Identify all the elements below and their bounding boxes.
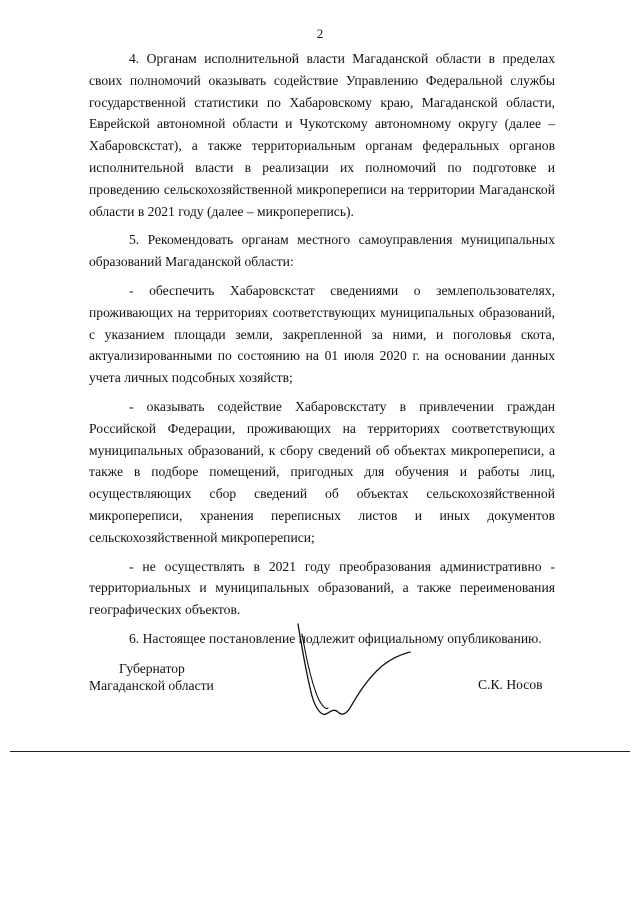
handwritten-signature [296,618,416,722]
page-number: 2 [316,26,324,41]
signatory-name: С.К. Носов [478,677,543,692]
paragraph-4: 4. Органам исполнительной власти Магаданской области в пределах своих полномочий оказывать содействие Управлению Федеральной службы государственной статистики по Хабаровскому краю, Магаданской области, Еврейской автономной области и Чукотскому автономному округу (далее – Хабаровскстат), а также территориальным органам федеральных органов исполнительной власти в реализации их полномочий по подготовке и проведению сельскохозяйственной микропереписи на территории Магаданской области в 2021 году (далее – микроперепись). [89,51,555,219]
paragraph-5: 5. Рекомендовать органам местного самоуправления муниципальных образований Магаданской области: [89,232,555,270]
list-item-land-users: - обеспечить Хабаровскстат сведениями о землепользователях, проживающих на территориях соответствующих муниципальных образований, с указанием площади земли, закрепленной за ними, и поголовья скота, актуализированными по состоянию на 01 июля 2020 г. на основании данных учета личных подсобных хозяйств; [89,282,555,386]
signatory-position [89,660,214,694]
signatory-title: Губернатор [119,661,185,676]
list-item-assistance: - оказывать содействие Хабаровскстату в привлечении граждан Российской Федерации, проживающих на территориях соответствующих муниципальных образований, к сбору сведений об объектах микропереписи, а также в подборе помещений, пригодных для обучения и работы лиц, осуществляющих сбор сведений об объектах сельскохозяйственной микропереписи, хранения переписных листов и иных документов сельскохозяйственной микропереписи; [89,398,555,545]
paragraph-6: 6. Настоящее постановление подлежит официальному опубликованию. [129,630,542,646]
document-body [89,48,555,650]
list-item-no-transformations: - не осуществлять в 2021 году преобразования административно - территориальных и муниципальных образований, а также переименования географических объектов. [89,558,555,618]
footer-divider [10,751,630,752]
signatory-region: Магаданской области [89,678,214,693]
